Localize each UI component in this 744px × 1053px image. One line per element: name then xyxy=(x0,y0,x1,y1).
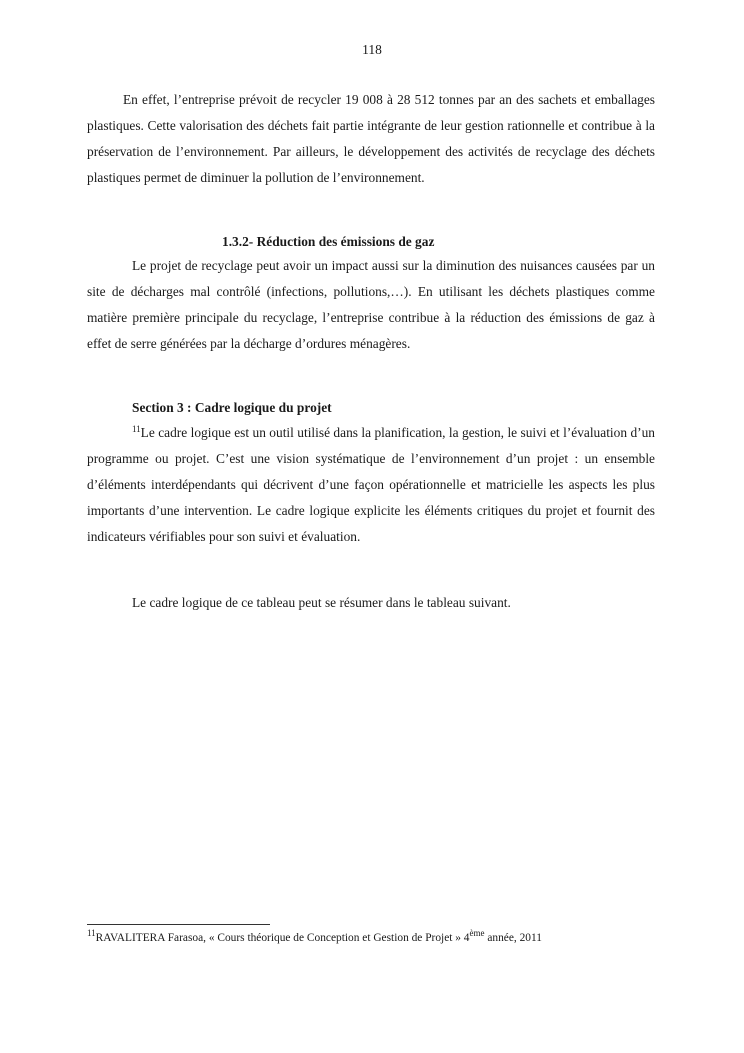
footnote-number: 11 xyxy=(87,928,96,938)
paragraph-gas-reduction: Le projet de recyclage peut avoir un impact aussi sur la diminution des nuisances causées par un site de décharges mal contrôlé (infections, pollutions,…). En utilisant les déchets plastiques comme matière première principale du recyclage, l’entreprise contribue à la réduction des émissions de gaz à effet de serre générées par la décharge d’ordures ménagères. xyxy=(87,258,655,351)
footnote-separator xyxy=(87,924,270,925)
footnote-text-main: RAVALITERA Farasoa, « Cours théorique de Conception et Gestion de Projet » 4 xyxy=(95,932,470,944)
paragraph-recycling-volume: En effet, l’entreprise prévoit de recycler 19 008 à 28 512 tonnes par an des sachets et emballages plastiques. Cette valorisation des déchets fait partie intégrante de leur gestion rationnelle et contribue à la préservation de l’environnement. Par ailleurs, le développement des activités de recyclage des déchets plastiques permet de diminuer la pollution de l’environnement. xyxy=(87,92,655,185)
section-heading-logical-framework: Section 3 : Cadre logique du projet xyxy=(132,400,332,415)
paragraph-table-intro: Le cadre logique de ce tableau peut se résumer dans le tableau suivant. xyxy=(132,595,511,610)
footnote-reference: 11 xyxy=(132,424,141,434)
footnote-text-end: année, 2011 xyxy=(484,932,542,944)
footnote-ordinal-superscript: ème xyxy=(469,928,485,938)
page-number: 118 xyxy=(362,42,382,57)
footnote xyxy=(87,929,687,947)
paragraph-logical-framework-definition xyxy=(87,420,655,550)
subsection-heading-gas-emissions: 1.3.2- Réduction des émissions de gaz xyxy=(222,234,435,249)
paragraph-logical-framework-text: Le cadre logique est un outil utilisé dans la planification, la gestion, le suivi et l’évaluation d’un programme ou projet. C’est une vision systématique de l’environnement d’un projet : un ensemble d’éléments interdépendants qui décrivent d’une façon opérationnelle et matricielle les aspects les plus importants d’une intervention. Le cadre logique explicite les éléments critiques du projet et fournit des indicateurs vérifiables pour son suivi et évaluation. xyxy=(87,425,655,544)
